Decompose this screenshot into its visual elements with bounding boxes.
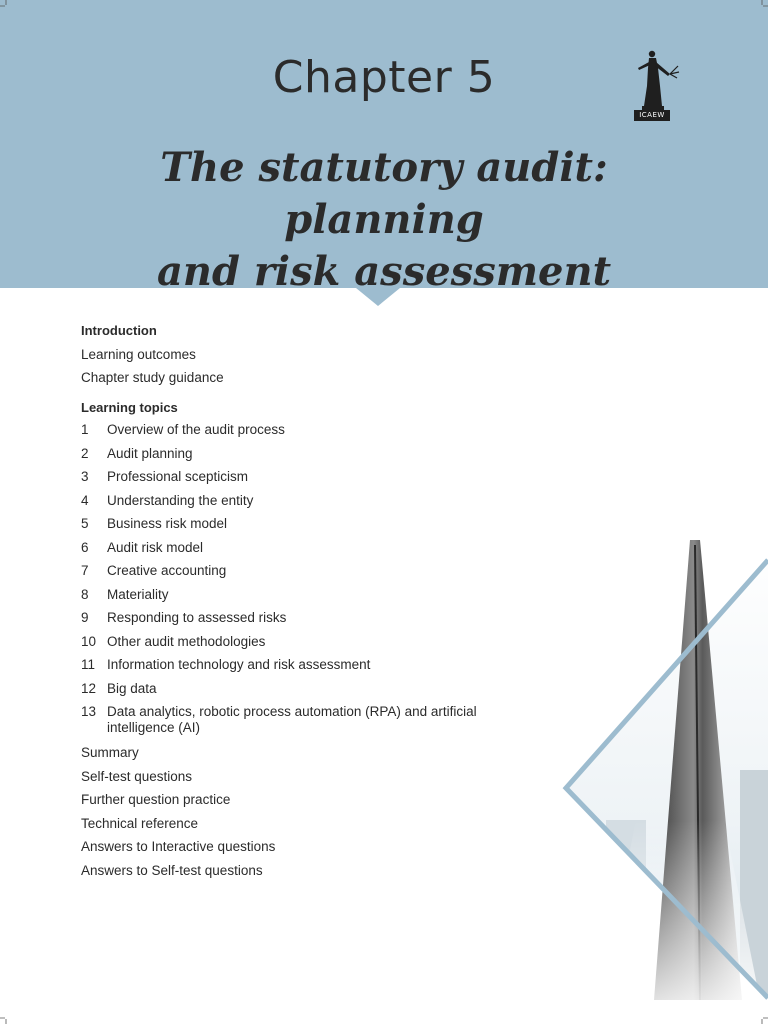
topic-row (81, 540, 521, 564)
topic-number: 1 (81, 422, 89, 437)
toc-item-summary: Summary (81, 745, 139, 760)
topic-number: 12 (81, 680, 97, 696)
icaew-logo-text: ICAEW (634, 110, 670, 121)
topic-label: Audit risk model (107, 539, 204, 555)
topic-label: Audit planning (107, 445, 193, 461)
topic-row (81, 516, 521, 540)
topic-row (81, 610, 521, 634)
topic-label: Understanding the entity (107, 492, 254, 508)
chapter-number: Chapter 5 (272, 52, 496, 103)
topic-number: 7 (81, 563, 89, 578)
toc-item-answers-self-test: Answers to Self-test questions (81, 862, 263, 878)
toc-item-chapter-study-guidance: Chapter study guidance (81, 370, 224, 385)
topic-label: Big data (107, 680, 157, 696)
topic-number: 13 (81, 704, 97, 719)
topic-label: Overview of the audit process (107, 422, 285, 437)
topic-label: Information technology and risk assessment (107, 657, 371, 672)
topic-row (81, 704, 521, 744)
chapter-title-line-1: The statutory audit: planning (160, 144, 608, 243)
tower-shape (654, 540, 742, 1000)
crop-mark-icon (760, 0, 768, 8)
topic-row (81, 634, 521, 658)
topic-number: 3 (81, 469, 89, 484)
toc-item-technical-reference: Technical reference (81, 815, 199, 831)
crop-mark-icon (0, 1016, 8, 1024)
topic-number: 2 (81, 445, 89, 461)
topic-row (81, 681, 521, 705)
topic-number: 10 (81, 633, 97, 649)
topic-number: 5 (81, 516, 89, 531)
topic-number: 6 (81, 539, 89, 555)
table-of-contents (81, 322, 521, 885)
chapter-title-line-2: and risk assessment (156, 248, 612, 295)
topic-number: 11 (81, 657, 96, 672)
topic-number: 8 (81, 586, 89, 602)
topic-row (81, 563, 521, 587)
topic-row (81, 657, 521, 681)
topic-row (81, 446, 521, 470)
toc-item-further-question-practice: Further question practice (81, 792, 231, 807)
topic-row (81, 422, 521, 446)
crop-mark-icon (0, 0, 8, 8)
topic-label: Professional scepticism (107, 469, 249, 484)
learning-topics-heading: Learning topics (81, 399, 178, 415)
introduction-heading: Introduction (81, 323, 157, 338)
crop-mark-icon (760, 1016, 768, 1024)
topic-row (81, 493, 521, 517)
topic-number: 4 (81, 492, 89, 508)
topic-label: Materiality (107, 586, 169, 602)
toc-item-self-test-questions: Self-test questions (81, 768, 193, 784)
topic-label: Business risk model (107, 516, 228, 531)
topic-number: 9 (81, 610, 89, 625)
topic-row (81, 587, 521, 611)
topic-label: Data analytics, robotic process automation (RPA) and artificial intelligence (AI) (107, 704, 477, 735)
toc-item-learning-outcomes: Learning outcomes (81, 346, 196, 362)
topic-row (81, 469, 521, 493)
chapter-title (60, 142, 708, 298)
topic-label: Responding to assessed risks (107, 610, 287, 625)
toc-item-answers-interactive: Answers to Interactive questions (81, 839, 276, 854)
topic-label: Creative accounting (107, 563, 227, 578)
topic-label: Other audit methodologies (107, 633, 266, 649)
